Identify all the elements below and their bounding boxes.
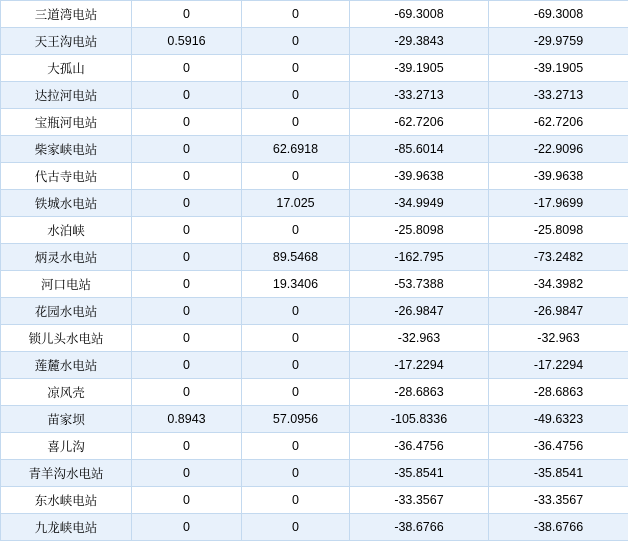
value-cell: -73.2482	[489, 244, 628, 271]
value-cell: -35.8541	[489, 460, 628, 487]
value-cell: 89.5468	[242, 244, 350, 271]
value-cell: -62.7206	[489, 109, 628, 136]
value-cell: -33.3567	[489, 487, 628, 514]
table-row	[1, 1, 628, 28]
value-cell: -38.6766	[489, 514, 628, 541]
value-cell: 0	[132, 190, 242, 217]
table-row	[1, 28, 628, 55]
station-name-cell: 大孤山	[1, 55, 132, 82]
table-row	[1, 163, 628, 190]
value-cell: 0	[132, 55, 242, 82]
value-cell: 0	[242, 487, 350, 514]
value-cell: -35.8541	[350, 460, 489, 487]
table-row	[1, 271, 628, 298]
value-cell: 0	[242, 379, 350, 406]
station-name-cell: 三道湾电站	[1, 1, 132, 28]
value-cell: -28.6863	[489, 379, 628, 406]
value-cell: -39.1905	[489, 55, 628, 82]
value-cell: 0	[242, 55, 350, 82]
value-cell: 0	[132, 487, 242, 514]
value-cell: -17.2294	[350, 352, 489, 379]
value-cell: 62.6918	[242, 136, 350, 163]
station-name-cell: 东水峡电站	[1, 487, 132, 514]
station-name-cell: 九龙峡电站	[1, 514, 132, 541]
value-cell: 0.8943	[132, 406, 242, 433]
station-name-cell: 喜儿沟	[1, 433, 132, 460]
table-row	[1, 433, 628, 460]
value-cell: -32.963	[489, 325, 628, 352]
value-cell: 0	[242, 514, 350, 541]
station-name-cell: 水泊峡	[1, 217, 132, 244]
value-cell: 0	[242, 109, 350, 136]
value-cell: 0	[242, 28, 350, 55]
value-cell: 0.5916	[132, 28, 242, 55]
value-cell: -28.6863	[350, 379, 489, 406]
value-cell: 0	[132, 460, 242, 487]
value-cell: -39.1905	[350, 55, 489, 82]
station-name-cell: 凉风壳	[1, 379, 132, 406]
value-cell: -29.9759	[489, 28, 628, 55]
station-name-cell: 莲麓水电站	[1, 352, 132, 379]
value-cell: 0	[242, 1, 350, 28]
value-cell: -49.6323	[489, 406, 628, 433]
value-cell: -69.3008	[350, 1, 489, 28]
station-name-cell: 达拉河电站	[1, 82, 132, 109]
table-row	[1, 217, 628, 244]
value-cell: 0	[132, 379, 242, 406]
table-row	[1, 82, 628, 109]
value-cell: -69.3008	[489, 1, 628, 28]
value-cell: 17.025	[242, 190, 350, 217]
table-row	[1, 109, 628, 136]
value-cell: -34.3982	[489, 271, 628, 298]
station-name-cell: 河口电站	[1, 271, 132, 298]
station-name-cell: 柴家峡电站	[1, 136, 132, 163]
value-cell: 0	[132, 1, 242, 28]
value-cell: -162.795	[350, 244, 489, 271]
value-cell: 0	[132, 433, 242, 460]
value-cell: -85.6014	[350, 136, 489, 163]
station-name-cell: 天王沟电站	[1, 28, 132, 55]
value-cell: 0	[132, 352, 242, 379]
value-cell: -34.9949	[350, 190, 489, 217]
value-cell: -22.9096	[489, 136, 628, 163]
value-cell: 0	[132, 514, 242, 541]
table-row	[1, 460, 628, 487]
value-cell: 0	[132, 325, 242, 352]
value-cell: -39.9638	[350, 163, 489, 190]
value-cell: 0	[132, 82, 242, 109]
station-name-cell: 代古寺电站	[1, 163, 132, 190]
value-cell: -62.7206	[350, 109, 489, 136]
station-name-cell: 铁城水电站	[1, 190, 132, 217]
table-row	[1, 136, 628, 163]
value-cell: 0	[242, 217, 350, 244]
value-cell: 0	[242, 433, 350, 460]
table-body	[1, 1, 628, 541]
value-cell: 0	[132, 271, 242, 298]
table-row	[1, 406, 628, 433]
value-cell: 0	[242, 325, 350, 352]
value-cell: 0	[132, 298, 242, 325]
table-row	[1, 55, 628, 82]
value-cell: 0	[242, 352, 350, 379]
value-cell: 0	[132, 244, 242, 271]
station-name-cell: 宝瓶河电站	[1, 109, 132, 136]
value-cell: -17.9699	[489, 190, 628, 217]
table-row	[1, 514, 628, 541]
value-cell: 0	[132, 217, 242, 244]
value-cell: 0	[242, 460, 350, 487]
value-cell: 0	[242, 298, 350, 325]
value-cell: 57.0956	[242, 406, 350, 433]
value-cell: -26.9847	[350, 298, 489, 325]
value-cell: -32.963	[350, 325, 489, 352]
value-cell: -25.8098	[489, 217, 628, 244]
table-row	[1, 379, 628, 406]
value-cell: 0	[132, 136, 242, 163]
value-cell: -38.6766	[350, 514, 489, 541]
value-cell: -29.3843	[350, 28, 489, 55]
value-cell: -36.4756	[350, 433, 489, 460]
value-cell: -33.2713	[489, 82, 628, 109]
value-cell: 0	[242, 82, 350, 109]
value-cell: 0	[132, 163, 242, 190]
value-cell: -33.3567	[350, 487, 489, 514]
value-cell: -26.9847	[489, 298, 628, 325]
value-cell: -105.8336	[350, 406, 489, 433]
station-name-cell: 青羊沟水电站	[1, 460, 132, 487]
value-cell: -17.2294	[489, 352, 628, 379]
table-row	[1, 325, 628, 352]
table-row	[1, 190, 628, 217]
value-cell: -25.8098	[350, 217, 489, 244]
value-cell: 0	[242, 163, 350, 190]
table-row	[1, 244, 628, 271]
value-cell: 0	[132, 109, 242, 136]
table-row	[1, 298, 628, 325]
value-cell: -39.9638	[489, 163, 628, 190]
table-row	[1, 352, 628, 379]
table-row	[1, 487, 628, 514]
station-name-cell: 苗家坝	[1, 406, 132, 433]
value-cell: 19.3406	[242, 271, 350, 298]
station-name-cell: 花园水电站	[1, 298, 132, 325]
station-name-cell: 炳灵水电站	[1, 244, 132, 271]
value-cell: -36.4756	[489, 433, 628, 460]
station-name-cell: 锁儿头水电站	[1, 325, 132, 352]
value-cell: -53.7388	[350, 271, 489, 298]
value-cell: -33.2713	[350, 82, 489, 109]
